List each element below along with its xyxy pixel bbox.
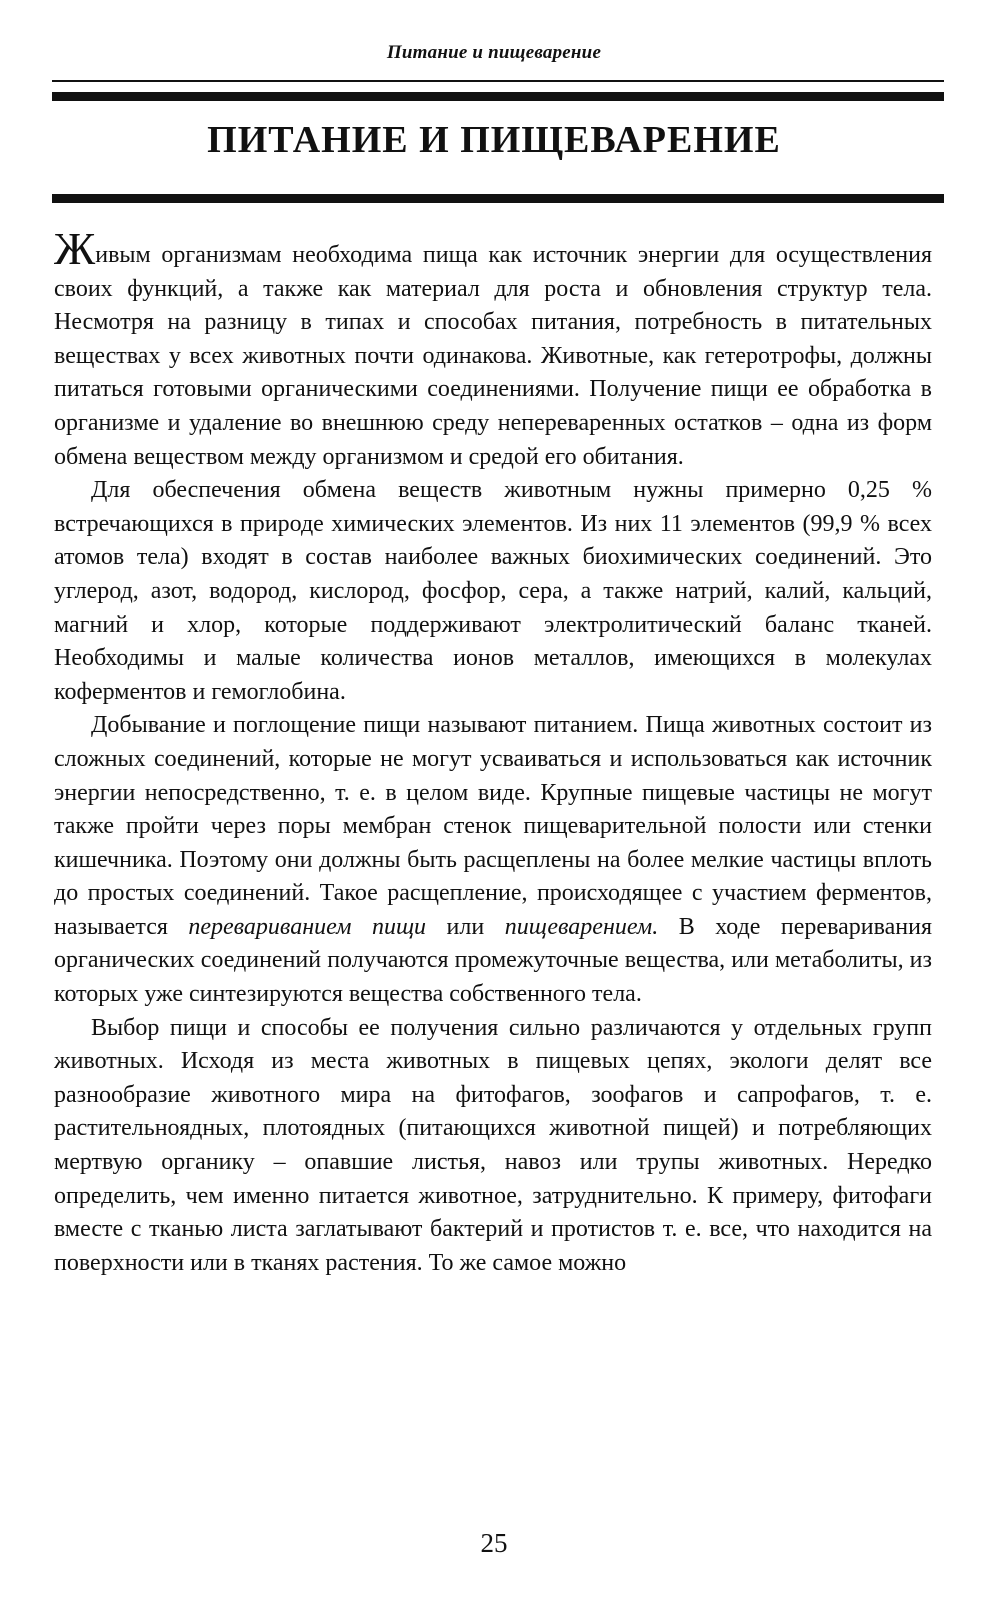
- body-text: [54, 223, 932, 1280]
- paragraph-3-text-middle: или: [426, 913, 505, 940]
- paragraph-3-text-before: Добывание и поглощение пищи называют питанием. Пища животных состоит из сложных соединений, которые не могут усваиваться и использоваться как источник энергии непосредственно, т. е. в целом виде. Крупные пищевые частицы не могут также пройти через поры мембран стенок пищеварительной полости или стенки кишечника. Поэтому они должны быть расщеплены на более мелкие частицы вплоть до простых соединений. Такое расщепление, происходящее с участием ферментов, называется: [54, 712, 932, 940]
- paragraph-3-text-after: В ходе переваривания органических соединений получаются промежуточные вещества, или метаболиты, из которых уже синтезируются вещества собственного тела.: [54, 913, 932, 1008]
- paragraph-4: [54, 1012, 932, 1281]
- term-digestion: пищеварением.: [504, 913, 659, 940]
- term-digestion-of-food: перевариванием пищи: [188, 913, 427, 940]
- drop-cap: Ж: [54, 223, 96, 274]
- paragraph-3: [54, 709, 932, 1011]
- paragraph-2-text: Для обеспечения обмена веществ животным нужны примерно 0,25 % встречающихся в природе химических элементов. Из них 11 элементов (99,9 % всех атомов тела) входят в состав наиболее важных биохимических соединений. Это углерод, азот, водород, кислород, фосфор, сера, а также натрий, калий, кальций, магний и хлор, которые поддерживают электролитический баланс тканей. Необходимы и малые количества ионов металлов, имеющихся в молекулах коферментов и гемоглобина.: [54, 477, 932, 705]
- title-rule-thick: [52, 194, 944, 203]
- paragraph-2: [54, 474, 932, 709]
- paragraph-1: [54, 223, 932, 474]
- running-head: Питание и пищеварение: [386, 42, 602, 63]
- paragraph-1-text: ивым организмам необходима пища как источник энергии для осуществления своих функций, а также как материал для роста и обновления структур тела. Несмотря на разницу в типах и способах питания, потребность в питательных веществах у всех животных почти одинакова. Животные, как гетеротрофы, должны питаться готовыми органическими соединениями. Получение пищи ее обработка в организме и удаление во внешнюю среду непереваренных остатков – одна из форм обмена веществом между организмом и средой его обитания.: [54, 242, 932, 470]
- paragraph-4-text: Выбор пищи и способы ее получения сильно различаются у отдельных групп животных. Исходя из места животных в пищевых цепях, экологи делят все разнообразие животного мира на фитофагов, зоофагов и сапрофагов, т. е. растительноядных, плотоядных (питающихся животной пищей) и потребляющих мертвую органику – опавшие листья, навоз или трупы животных. Нередко определить, чем именно питается животное, затруднительно. К примеру, фитофаги вместе с тканью листа заглатывают бактерий и протистов т. е. все, что находится на поверхности или в тканях растения. То же самое можно: [54, 1014, 932, 1276]
- chapter-title: ПИТАНИЕ И ПИЩЕВАРЕНИЕ: [207, 119, 781, 161]
- header-rule-thin: [52, 80, 944, 82]
- header-rule-thick: [52, 92, 944, 101]
- page-number: 25: [480, 1528, 508, 1558]
